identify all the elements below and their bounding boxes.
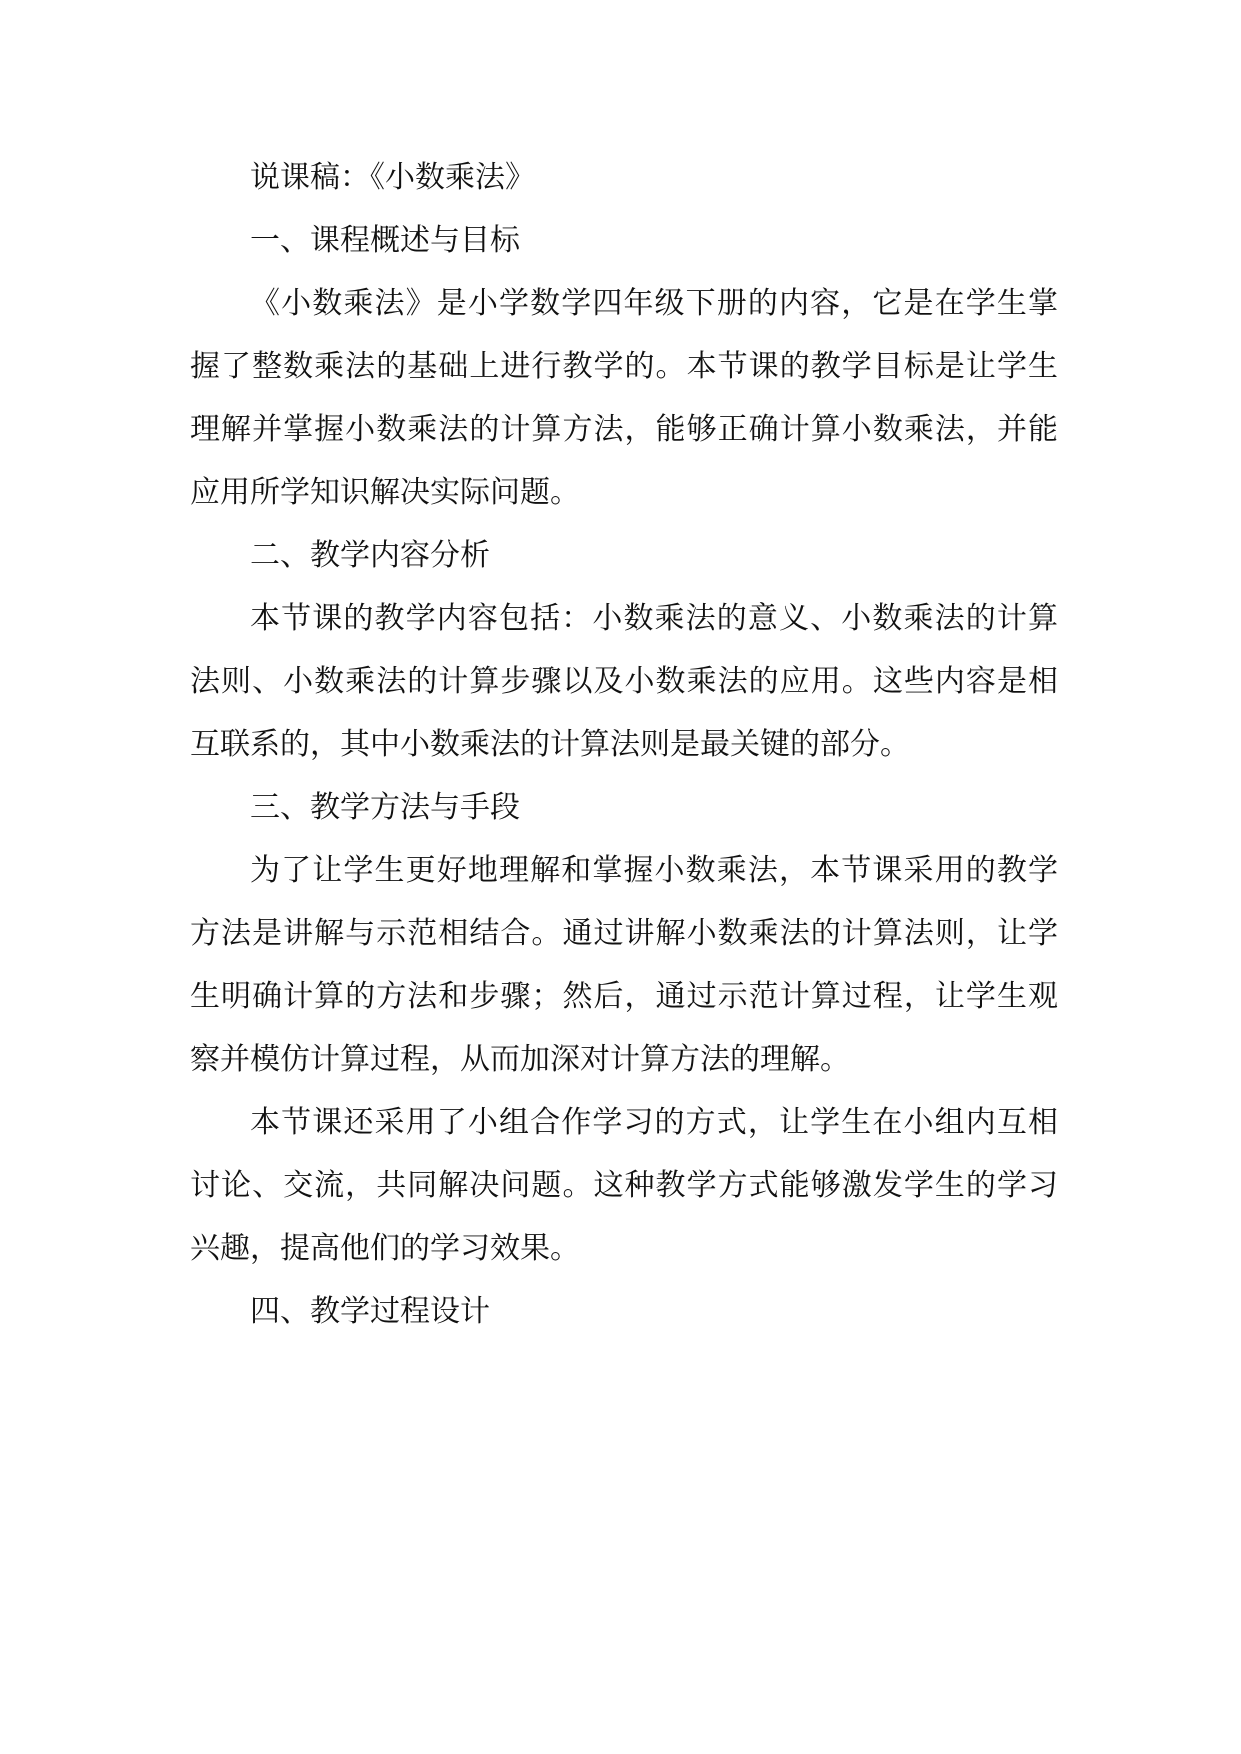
section-heading-process-design: 四、教学过程设计 [250,1294,490,1329]
section-heading-methods: 三、教学方法与手段 [250,790,520,825]
paragraph-methods-1: 为了让学生更好地理解和掌握小数乘法，本节课采用的教学方法是讲解与示范相结合。通过讲解小数乘法的计算法则，让学生明确计算的方法和步骤；然后，通过示范计算过程，让学生观察并模仿计算过程，从而加深对计算方法的理解。 [190,853,1058,1077]
document-title: 说课稿：《小数乘法》 [250,160,535,195]
section-heading-overview: 一、课程概述与目标 [250,223,520,258]
section-heading-content-analysis: 二、教学内容分析 [250,538,490,573]
paragraph-content-analysis: 本节课的教学内容包括：小数乘法的意义、小数乘法的计算法则、小数乘法的计算步骤以及小数乘法的应用。这些内容是相互联系的，其中小数乘法的计算法则是最关键的部分。 [190,601,1058,762]
paragraph-methods-2: 本节课还采用了小组合作学习的方式，让学生在小组内互相讨论、交流，共同解决问题。这种教学方式能够激发学生的学习兴趣，提高他们的学习效果。 [190,1105,1058,1266]
document-body [190,146,1058,1343]
paragraph-overview: 《小数乘法》是小学数学四年级下册的内容，它是在学生掌握了整数乘法的基础上进行教学的。本节课的教学目标是让学生理解并掌握小数乘法的计算方法，能够正确计算小数乘法，并能应用所学知识解决实际问题。 [190,286,1058,510]
